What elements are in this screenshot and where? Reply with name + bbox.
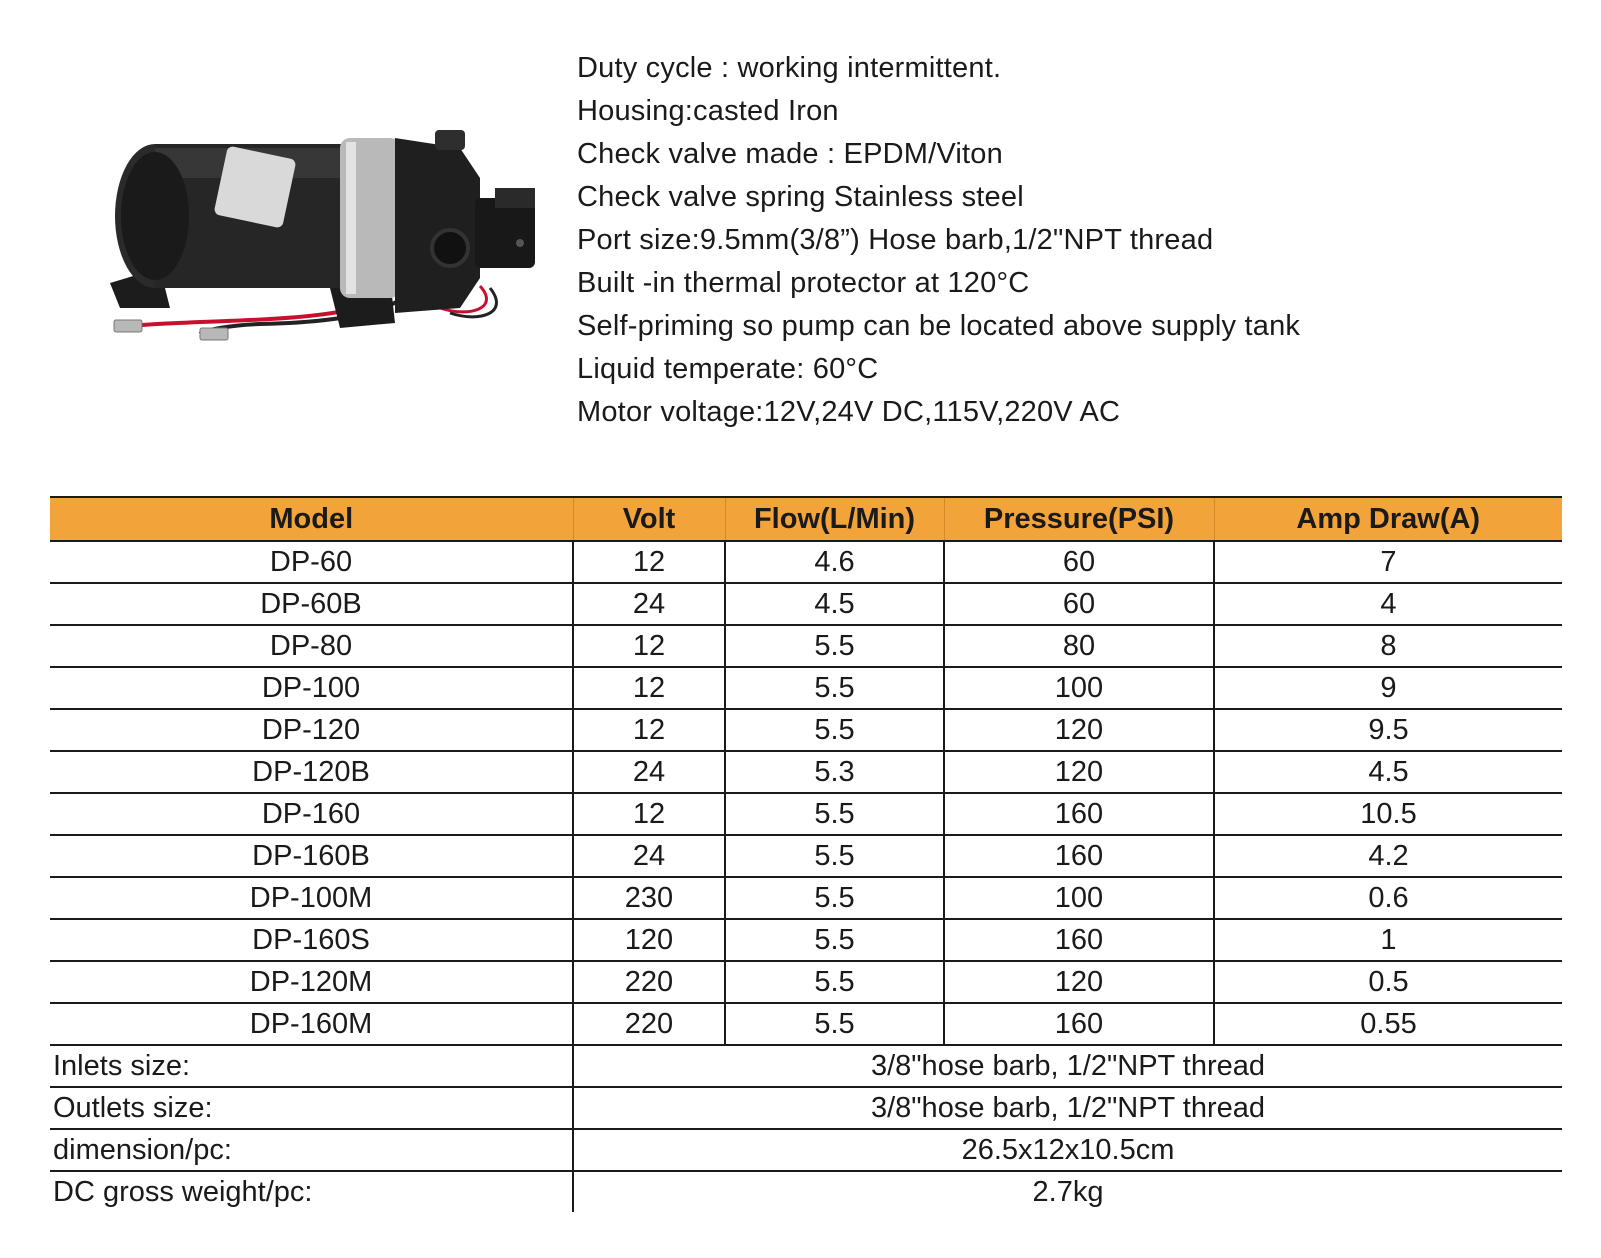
spec-item: Check valve spring Stainless steel	[577, 181, 1024, 213]
cell-model: DP-120B	[50, 751, 573, 793]
cell-flow: 5.3	[725, 751, 944, 793]
column-header-volt: Volt	[573, 497, 725, 541]
cell-pressure: 120	[944, 751, 1214, 793]
cell-flow: 5.5	[725, 919, 944, 961]
cell-amp-draw: 0.6	[1214, 877, 1562, 919]
cell-volt: 24	[573, 583, 725, 625]
cell-pressure: 100	[944, 667, 1214, 709]
spec-item: Liquid temperate: 60°C	[577, 353, 879, 385]
info-value: 3/8"hose barb, 1/2"NPT thread	[573, 1045, 1562, 1087]
table-row	[50, 877, 1562, 919]
cell-pressure: 160	[944, 919, 1214, 961]
cell-pressure: 160	[944, 1003, 1214, 1045]
cell-model: DP-160	[50, 793, 573, 835]
cell-pressure: 160	[944, 793, 1214, 835]
cell-amp-draw: 0.5	[1214, 961, 1562, 1003]
cell-flow: 5.5	[725, 835, 944, 877]
cell-model: DP-160B	[50, 835, 573, 877]
cell-volt: 12	[573, 625, 725, 667]
cell-model: DP-160M	[50, 1003, 573, 1045]
cell-amp-draw: 9	[1214, 667, 1562, 709]
cell-flow: 5.5	[725, 625, 944, 667]
diaphragm-pump-photo	[100, 108, 550, 358]
table-row	[50, 625, 1562, 667]
spec-item: Built -in thermal protector at 120°C	[577, 267, 1030, 299]
spec-item: Check valve made : EPDM/Viton	[577, 138, 1003, 170]
spec-item: Self-priming so pump can be located above supply tank	[577, 310, 1301, 342]
cell-volt: 120	[573, 919, 725, 961]
table-row	[50, 835, 1562, 877]
cell-amp-draw: 0.55	[1214, 1003, 1562, 1045]
spec-item: Motor voltage:12V,24V DC,115V,220V AC	[577, 396, 1121, 428]
spec-item: Port size:9.5mm(3/8”) Hose barb,1/2"NPT thread	[577, 224, 1214, 256]
table-row	[50, 583, 1562, 625]
column-header-amp-draw: Amp Draw(A)	[1214, 497, 1562, 541]
info-label: Inlets size:	[50, 1045, 573, 1087]
info-label: dimension/pc:	[50, 1129, 573, 1171]
cell-flow: 4.6	[725, 541, 944, 583]
table-row	[50, 919, 1562, 961]
cell-flow: 5.5	[725, 877, 944, 919]
cell-pressure: 160	[944, 835, 1214, 877]
cell-model: DP-100	[50, 667, 573, 709]
cell-amp-draw: 9.5	[1214, 709, 1562, 751]
column-header-flow: Flow(L/Min)	[725, 497, 944, 541]
info-row-inlets	[50, 1045, 1562, 1087]
info-row-weight	[50, 1171, 1562, 1212]
table-row	[50, 751, 1562, 793]
cell-flow: 4.5	[725, 583, 944, 625]
table-row	[50, 541, 1562, 583]
cell-amp-draw: 4	[1214, 583, 1562, 625]
cell-flow: 5.5	[725, 793, 944, 835]
info-label: Outlets size:	[50, 1087, 573, 1129]
info-label: DC gross weight/pc:	[53, 1175, 313, 1208]
cell-pressure: 60	[944, 541, 1214, 583]
info-value: 26.5x12x10.5cm	[573, 1129, 1562, 1171]
spec-item: Housing:casted Iron	[577, 95, 839, 127]
cell-amp-draw: 7	[1214, 541, 1562, 583]
cell-flow: 5.5	[725, 667, 944, 709]
column-header-pressure: Pressure(PSI)	[944, 497, 1214, 541]
cell-amp-draw: 4.2	[1214, 835, 1562, 877]
cell-model: DP-100M	[50, 877, 573, 919]
cell-model: DP-120	[50, 709, 573, 751]
cell-model: DP-60	[50, 541, 573, 583]
cell-model: DP-80	[50, 625, 573, 667]
cell-amp-draw: 8	[1214, 625, 1562, 667]
cell-volt: 220	[573, 1003, 725, 1045]
table-row	[50, 961, 1562, 1003]
cell-pressure: 80	[944, 625, 1214, 667]
cell-flow: 5.5	[725, 1003, 944, 1045]
table-row	[50, 667, 1562, 709]
model-spec-table	[50, 496, 1562, 1212]
cell-volt: 24	[573, 835, 725, 877]
cell-volt: 220	[573, 961, 725, 1003]
cell-pressure: 60	[944, 583, 1214, 625]
cell-volt: 12	[573, 709, 725, 751]
info-value: 2.7kg	[573, 1171, 1562, 1212]
cell-amp-draw: 4.5	[1214, 751, 1562, 793]
table-header-row	[50, 497, 1562, 541]
cell-volt: 12	[573, 541, 725, 583]
info-value: 3/8"hose barb, 1/2"NPT thread	[573, 1087, 1562, 1129]
info-row-outlets	[50, 1087, 1562, 1129]
cell-volt: 230	[573, 877, 725, 919]
cell-pressure: 120	[944, 709, 1214, 751]
cell-model: DP-120M	[50, 961, 573, 1003]
info-row-dimension	[50, 1129, 1562, 1171]
cell-volt: 12	[573, 667, 725, 709]
spec-item: Duty cycle : working intermittent.	[577, 52, 1002, 84]
cell-pressure: 100	[944, 877, 1214, 919]
cell-pressure: 120	[944, 961, 1214, 1003]
cell-volt: 24	[573, 751, 725, 793]
cell-amp-draw: 1	[1214, 919, 1562, 961]
cell-amp-draw: 10.5	[1214, 793, 1562, 835]
table-row	[50, 709, 1562, 751]
table-row	[50, 1003, 1562, 1045]
cell-flow: 5.5	[725, 709, 944, 751]
cell-model: DP-160S	[50, 919, 573, 961]
spec-list	[577, 54, 1300, 441]
column-header-model: Model	[50, 497, 573, 541]
cell-flow: 5.5	[725, 961, 944, 1003]
cell-volt: 12	[573, 793, 725, 835]
table-row	[50, 793, 1562, 835]
cell-model: DP-60B	[50, 583, 573, 625]
